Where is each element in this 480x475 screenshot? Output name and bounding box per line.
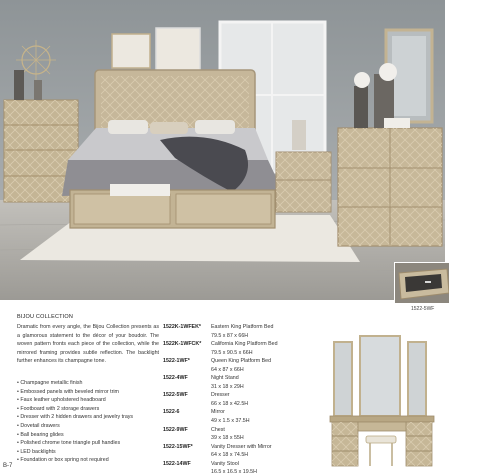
item-row — [163, 374, 333, 391]
item-row — [163, 391, 333, 408]
item-row — [163, 443, 333, 460]
item-name: Night Stand — [211, 375, 239, 382]
item-description — [211, 374, 333, 391]
item-description — [211, 426, 333, 443]
item-description — [211, 391, 333, 408]
vanity-photo — [326, 332, 441, 472]
item-description — [211, 323, 333, 340]
feature-item: • Champagne metallic finish — [17, 379, 133, 388]
collection-description: Dramatic from every angle, the Bijou Collection presents as a glamorous statement to the décor of your boudoir. The woven pattern fronts each piece of the collection, while the mirrored framing provides subtle reflection. The backlight further enhances its champagne tone. — [17, 324, 159, 365]
item-table — [163, 323, 333, 475]
item-description — [211, 443, 333, 460]
feature-list — [17, 379, 133, 465]
item-dimensions: 79.5 x 87 x 66H — [211, 332, 249, 339]
feature-item: • Faux leather upholstered headboard — [17, 396, 133, 405]
item-code: 1522-5WF — [163, 392, 188, 399]
feature-item: • LED backlights — [17, 448, 133, 457]
item-description — [211, 460, 333, 475]
item-row — [163, 357, 333, 374]
item-name: Dresser — [211, 392, 230, 399]
item-name: California King Platform Bed — [211, 341, 278, 348]
item-name: Vanity Stool — [211, 460, 239, 467]
feature-item: • Dresser with 2 hidden drawers and jewelry trays — [17, 413, 133, 422]
item-code: 1522-9WF — [163, 426, 188, 433]
item-code: 1522-6 — [163, 409, 180, 416]
feature-item: • Footboard with 2 storage drawers — [17, 405, 133, 414]
item-row — [163, 460, 333, 475]
item-row — [163, 323, 333, 340]
item-name: Eastern King Platform Bed — [211, 324, 274, 330]
collection-title: BIJOU COLLECTION — [17, 314, 74, 320]
item-description — [211, 408, 333, 425]
item-description — [211, 357, 333, 374]
item-row — [163, 426, 333, 443]
page-number: B-7 — [3, 463, 13, 469]
feature-item: • Embossed panels with beveled mirror trim — [17, 388, 133, 397]
item-code: 1522K-1WFCK* — [163, 341, 202, 348]
inset-item-code: 1522-5WF — [411, 306, 435, 312]
feature-item: • Dovetail drawers — [17, 422, 133, 431]
item-dimensions: 31 x 18 x 29H — [211, 383, 244, 390]
item-dimensions: 79.5 x 90.5 x 66H — [211, 349, 253, 356]
item-code: 1522-14WF — [163, 460, 191, 467]
item-code: 1522K-1WFEK* — [163, 324, 201, 330]
item-name: Chest — [211, 426, 225, 433]
vanity-illustration — [326, 332, 441, 472]
item-name: Mirror — [211, 409, 225, 416]
item-dimensions: 16.5 x 16.5 x 19.5H — [211, 469, 257, 475]
item-dimensions: 64 x 18 x 74.5H — [211, 452, 249, 459]
item-dimensions: 66 x 18 x 42.5H — [211, 400, 249, 407]
feature-item: • Polished chrome tone triangle pull handles — [17, 439, 133, 448]
item-code: 1522-15WF* — [163, 443, 193, 450]
item-row — [163, 408, 333, 425]
feature-item: • Foundation or box spring not required — [17, 456, 133, 465]
item-code: 1522-4WF — [163, 375, 188, 382]
item-row — [163, 340, 333, 357]
item-name: Vanity Dresser with Mirror — [211, 443, 272, 450]
item-description — [211, 340, 333, 357]
item-dimensions: 49 x 1.5 x 37.5H — [211, 418, 250, 425]
open-drawer-illustration — [395, 263, 450, 304]
inset-drawer-photo — [394, 262, 450, 304]
item-code: 1522-1WF* — [163, 358, 190, 365]
item-dimensions: 64 x 87 x 66H — [211, 366, 244, 373]
item-dimensions: 39 x 18 x 55H — [211, 435, 244, 442]
item-name: Queen King Platform Bed — [211, 358, 272, 365]
feature-item: • Ball bearing glides — [17, 431, 133, 440]
